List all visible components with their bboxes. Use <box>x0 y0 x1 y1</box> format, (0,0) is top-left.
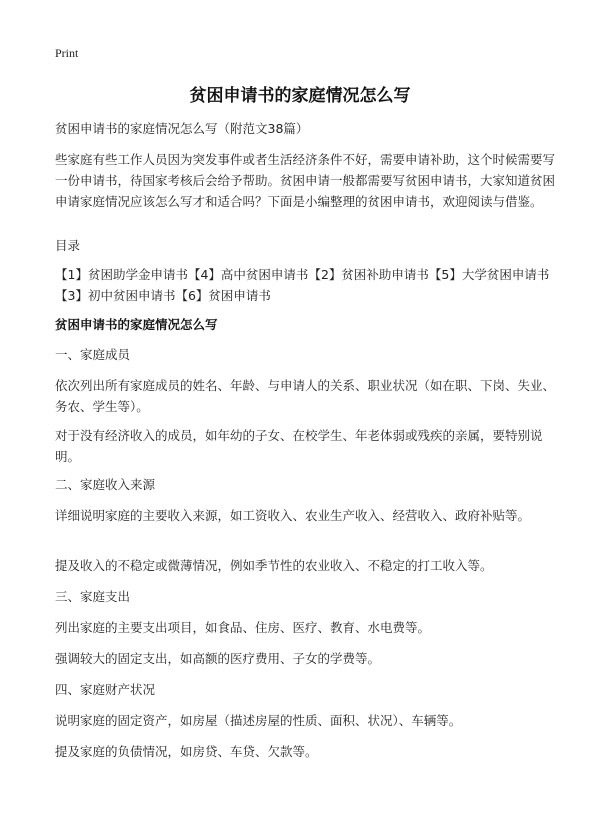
body-paragraph: 提及家庭的负债情况，如房贷、车贷、欠款等。 <box>55 744 318 759</box>
body-paragraph: 强调较大的固定支出，如高额的医疗费用、子女的学费等。 <box>55 651 381 666</box>
section-heading: 二、家庭收入来源 <box>55 477 156 492</box>
print-link[interactable]: Print <box>55 46 79 60</box>
section-heading: 四、家庭财产状况 <box>55 682 156 697</box>
section-heading: 一、家庭成员 <box>55 347 131 362</box>
intro-paragraph: 些家庭有些工作人员因为突发事件或者生活经济条件不好，需要申请补助，这个时候需要写一份申请书，待国家考核后会给予帮助。贫困申请一般都需要写贫困申请书，大家知道贫困申请家庭情况应该怎么写才和适合吗？下面是小编整理的贫困申请书，欢迎阅读与借鉴。 <box>55 152 556 209</box>
body-paragraph: 列出家庭的主要支出项目，如食品、住房、医疗、教育、水电费等。 <box>55 620 431 635</box>
toc-item[interactable]: 【6】贫困申请书 <box>175 288 271 303</box>
toc-item[interactable]: 【4】高中贫困申请书 <box>187 267 309 282</box>
body-paragraph: 说明家庭的固定资产，如房屋（描述房屋的性质、面积、状况）、车辆等。 <box>55 713 462 728</box>
body-paragraph: 提及收入的不稳定或微薄情况，例如季节性的农业收入、不稳定的打工收入等。 <box>55 558 493 573</box>
body-paragraph: 详细说明家庭的主要收入来源，如工资收入、农业生产收入、经营收入、政府补贴等。 <box>55 508 531 523</box>
document-subtitle: 贫困申请书的家庭情况怎么写（附范文38篇） <box>55 121 309 136</box>
body-paragraph: 依次列出所有家庭成员的姓名、年龄、与申请人的关系、职业状况（如在职、下岗、失业、务农、学生等）。 <box>55 378 556 414</box>
toc-item[interactable]: 【5】大学贫困申请书 <box>428 267 550 282</box>
toc-item[interactable]: 【1】贫困助学金申请书 <box>55 267 188 282</box>
section-title: 贫困申请书的家庭情况怎么写 <box>55 317 218 332</box>
section-heading: 三、家庭支出 <box>55 589 131 604</box>
toc-item[interactable]: 【2】贫困补助申请书 <box>308 267 429 282</box>
toc-heading: 目录 <box>55 238 81 253</box>
toc-item[interactable]: 【3】初中贫困申请书 <box>55 288 176 303</box>
body-paragraph: 对于没有经济收入的成员，如年幼的子女、在校学生、年老体弱或残疾的亲属，要特别说明。 <box>55 428 543 464</box>
document-title: 贫困申请书的家庭情况怎么写 <box>189 86 411 106</box>
table-of-contents <box>55 264 555 306</box>
